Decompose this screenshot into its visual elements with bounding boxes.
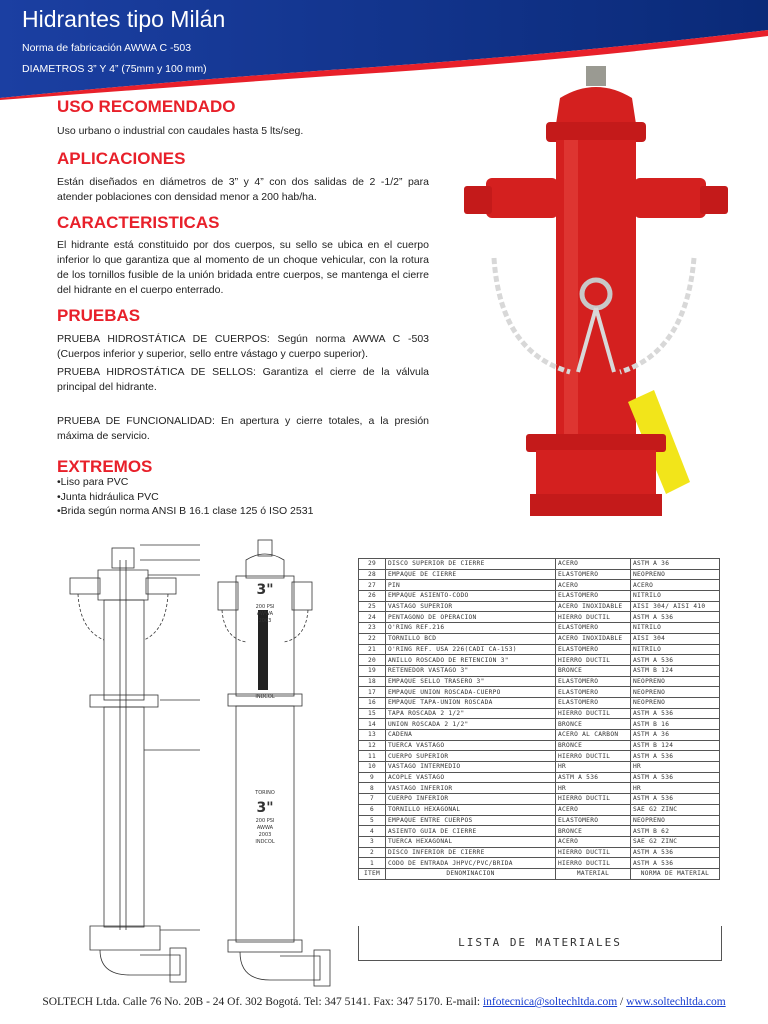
denominacion-cell: ASIENTO GUIA DE CIERRE: [386, 826, 556, 837]
material-cell: HIERRO DUCTIL: [556, 794, 631, 805]
material-cell: ELASTOMERO: [556, 676, 631, 687]
materials-table: [358, 558, 720, 880]
footer-contact: SOLTECH Ltda. Calle 76 No. 20B - 24 Of. 302 Bogotá. Tel: 347 5141. Fax: 347 5170. E-mail:: [42, 996, 483, 1008]
column-header: NORMA DE MATERIAL: [631, 868, 720, 879]
denominacion-cell: PIN: [386, 580, 556, 591]
norma-cell: SAE G2 ZINC: [631, 836, 720, 847]
table-row: [359, 644, 720, 655]
denominacion-cell: CUERPO INFERIOR: [386, 794, 556, 805]
norma-cell: ASTM A 536: [631, 655, 720, 666]
norma-cell: ASTM A 536: [631, 751, 720, 762]
item-cell: 27: [359, 580, 386, 591]
table-row: [359, 804, 720, 815]
denominacion-cell: EMPAQUE UNION ROSCADA-CUERPO: [386, 687, 556, 698]
norma-cell: SAE G2 ZINC: [631, 804, 720, 815]
table-header-row: [359, 868, 720, 879]
table-row: [359, 772, 720, 783]
material-cell: ACERO AL CARBON: [556, 730, 631, 741]
norma-cell: ASTM A 536: [631, 794, 720, 805]
right-outlet: [634, 178, 706, 218]
section-title-uso: USO RECOMENDADO: [57, 97, 236, 116]
norma-cell: ASTM A 536: [631, 612, 720, 623]
item-cell: 5: [359, 815, 386, 826]
denominacion-cell: RETENEDOR VASTAGO 3": [386, 665, 556, 676]
material-cell: BRONCE: [556, 665, 631, 676]
pruebas-funcionalidad: PRUEBA DE FUNCIONALIDAD: En apertura y cierre totales, a la presión máxima de servicio.: [57, 415, 429, 442]
table-row: [359, 601, 720, 612]
denominacion-cell: CODO DE ENTRADA JHPVC/PVC/BRIDA: [386, 858, 556, 869]
table-row: [359, 783, 720, 794]
item-cell: 6: [359, 804, 386, 815]
item-cell: 17: [359, 687, 386, 698]
norma-cell: ASTM A 536: [631, 858, 720, 869]
norma-cell: AISI 304/ AISI 410: [631, 601, 720, 612]
table-row: [359, 623, 720, 634]
list-item: •Liso para PVC: [57, 476, 129, 488]
svg-text:200 PSI: 200 PSI: [255, 818, 275, 824]
table-row: [359, 708, 720, 719]
item-cell: 20: [359, 655, 386, 666]
norma-cell: ASTM A 536: [631, 847, 720, 858]
page-footer: SOLTECH Ltda. Calle 76 No. 20B - 24 Of. 302 Bogotá. Tel: 347 5141. Fax: 347 5170. E-mail: infotecnica@soltechltda.com / www.soltechltda.com: [42, 996, 726, 1008]
pruebas-hidrostatica-cuerpos: PRUEBA HIDROSTÁTICA DE CUERPOS: Según norma AWWA C -503 (Cuerpos inferior y superior, sello entre vástago y cuerpo superior).: [57, 333, 429, 360]
material-cell: ELASTOMERO: [556, 591, 631, 602]
material-cell: ELASTOMERO: [556, 644, 631, 655]
column-header: ITEM: [359, 868, 386, 879]
denominacion-cell: EMPAQUE ASIENTO-CODO: [386, 591, 556, 602]
material-cell: HR: [556, 762, 631, 773]
material-cell: ELASTOMERO: [556, 623, 631, 634]
denominacion-cell: EMPAQUE DE CIERRE: [386, 569, 556, 580]
table-row: [359, 858, 720, 869]
page-title: Hidrantes tipo Milán: [22, 6, 226, 32]
table-row: [359, 665, 720, 676]
norma-cell: NITRILO: [631, 644, 720, 655]
section-text-uso: Uso urbano o industrial con caudales hasta 5 lts/seg.: [57, 125, 304, 137]
material-cell: HIERRO DUCTIL: [556, 751, 631, 762]
denominacion-cell: DISCO INFERIOR DE CIERRE: [386, 847, 556, 858]
denominacion-cell: VASTAGO INTERMEDIO: [386, 762, 556, 773]
table-row: [359, 612, 720, 623]
section-text-caracteristicas: El hidrante está constituido por dos cuerpos, su sello se ubica en el cuerpo inferior lo que garantiza que al momento de un choque vehicular, con la rotura de los tornillos fusible de la unión bridada entre cuerpos, se mantenga el cierre del hidrante en el cuerpo enterrado.: [57, 239, 429, 296]
footer-web-link[interactable]: www.soltechltda.com: [626, 996, 726, 1008]
table-row: [359, 794, 720, 805]
material-cell: ACERO INOXIDABLE: [556, 633, 631, 644]
item-cell: 21: [359, 644, 386, 655]
norma-cell: ASTM B 124: [631, 740, 720, 751]
material-cell: ACERO INOXIDABLE: [556, 601, 631, 612]
column-header: DENOMINACION: [386, 868, 556, 879]
denominacion-cell: CUERPO SUPERIOR: [386, 751, 556, 762]
denominacion-cell: ACOPLE VASTAGO: [386, 772, 556, 783]
svg-text:INDCOL: INDCOL: [255, 839, 275, 845]
table-row: [359, 633, 720, 644]
norma-cell: ASTM B 16: [631, 719, 720, 730]
item-cell: 10: [359, 762, 386, 773]
list-item: •Brida según norma ANSI B 16.1 clase 125 ó ISO 2531: [57, 505, 314, 517]
materials-title: LISTA DE MATERIALES: [358, 926, 722, 961]
table-row: [359, 730, 720, 741]
right-cap: [700, 186, 728, 214]
material-cell: HIERRO DUCTIL: [556, 708, 631, 719]
table-row: [359, 676, 720, 687]
norma-cell: HR: [631, 783, 720, 794]
denominacion-cell: CADENA: [386, 730, 556, 741]
denominacion-cell: ANILLO ROSCADO DE RETENCION 3": [386, 655, 556, 666]
norma-cell: NITRILO: [631, 591, 720, 602]
material-cell: ACERO: [556, 804, 631, 815]
material-cell: BRONCE: [556, 719, 631, 730]
table-row: [359, 655, 720, 666]
column-header: MATERIAL: [556, 868, 631, 879]
item-cell: 11: [359, 751, 386, 762]
norma-cell: AISI 304: [631, 633, 720, 644]
extremos-list: [57, 475, 313, 519]
section-title-extremos: EXTREMOS: [57, 457, 153, 476]
denominacion-cell: TUERCA HEXAGONAL: [386, 836, 556, 847]
table-row: [359, 580, 720, 591]
denominacion-cell: PENTAGONO DE OPERACION: [386, 612, 556, 623]
item-cell: 18: [359, 676, 386, 687]
section-title-pruebas: PRUEBAS: [57, 306, 141, 325]
norma-cell: NEOPRENO: [631, 687, 720, 698]
footer-email-link[interactable]: infotecnica@soltechltda.com: [482, 996, 618, 1008]
svg-text:200 PSI: 200 PSI: [255, 604, 275, 610]
table-row: [359, 697, 720, 708]
item-cell: 24: [359, 612, 386, 623]
denominacion-cell: EMPAQUE TAPA-UNION ROSCADA: [386, 697, 556, 708]
norma-cell: NEOPRENO: [631, 676, 720, 687]
material-cell: BRONCE: [556, 826, 631, 837]
material-cell: ELASTOMERO: [556, 687, 631, 698]
svg-text:TORINO: TORINO: [255, 790, 275, 796]
denominacion-cell: O'RING REF.216: [386, 623, 556, 634]
norma-cell: NITRILO: [631, 623, 720, 634]
denominacion-cell: TAPA ROSCADA 2 1/2": [386, 708, 556, 719]
svg-text:AWWA: AWWA: [256, 611, 274, 617]
hydrant-photo: [460, 62, 730, 530]
item-cell: 23: [359, 623, 386, 634]
hydrant-collar: [546, 122, 646, 142]
norma-cell: ASTM A 536: [631, 772, 720, 783]
list-item: •Junta hidráulica PVC: [57, 490, 159, 503]
denominacion-cell: DISCO SUPERIOR DE CIERRE: [386, 559, 556, 570]
norma-cell: ASTM B 124: [631, 665, 720, 676]
item-cell: 4: [359, 826, 386, 837]
table-row: [359, 719, 720, 730]
item-cell: 22: [359, 633, 386, 644]
table-row: [359, 591, 720, 602]
norma-cell: NEOPRENO: [631, 815, 720, 826]
denominacion-cell: TORNILLO HEXAGONAL: [386, 804, 556, 815]
item-cell: 12: [359, 740, 386, 751]
norma-cell: ASTM B 62: [631, 826, 720, 837]
norma-cell: ASTM A 36: [631, 559, 720, 570]
norma-cell: HR: [631, 762, 720, 773]
table-row: [359, 762, 720, 773]
table-row: [359, 847, 720, 858]
denominacion-cell: TUERCA VASTAGO: [386, 740, 556, 751]
denominacion-cell: TORNILLO BCD: [386, 633, 556, 644]
left-cap: [464, 186, 492, 214]
material-cell: ACERO: [556, 559, 631, 570]
material-cell: ACERO: [556, 580, 631, 591]
material-cell: BRONCE: [556, 740, 631, 751]
norma-cell: NEOPRENO: [631, 697, 720, 708]
material-cell: HIERRO DUCTIL: [556, 847, 631, 858]
operating-nut: [586, 66, 606, 86]
base-flange: [530, 494, 662, 516]
item-cell: 28: [359, 569, 386, 580]
item-cell: 13: [359, 730, 386, 741]
standard-subtitle: Norma de fabricación AWWA C -503: [22, 42, 192, 54]
table-row: [359, 687, 720, 698]
denominacion-cell: EMPAQUE SELLO TRASERO 3": [386, 676, 556, 687]
diameters-subtitle: DIAMETROS 3” Y 4” (75mm y 100 mm): [22, 63, 207, 75]
item-cell: 7: [359, 794, 386, 805]
norma-cell: ASTM A 36: [631, 730, 720, 741]
item-cell: 16: [359, 697, 386, 708]
pruebas-hidrostatica-sellos: PRUEBA HIDROSTÁTICA DE SELLOS: Garantiza el cierre de la válvula principal del hidrante.: [57, 366, 429, 393]
material-cell: ASTM A 536: [556, 772, 631, 783]
norma-cell: NEOPRENO: [631, 569, 720, 580]
svg-text:INDCOL: INDCOL: [255, 694, 275, 700]
table-row: [359, 836, 720, 847]
denominacion-cell: VASTAGO SUPERIOR: [386, 601, 556, 612]
item-cell: 26: [359, 591, 386, 602]
table-row: [359, 569, 720, 580]
table-row: [359, 751, 720, 762]
item-cell: 1: [359, 858, 386, 869]
denominacion-cell: VASTAGO INFERIOR: [386, 783, 556, 794]
material-cell: ELASTOMERO: [556, 569, 631, 580]
svg-text:2003: 2003: [258, 832, 272, 838]
left-outlet: [486, 178, 558, 218]
material-cell: HIERRO DUCTIL: [556, 858, 631, 869]
denominacion-cell: UNION ROSCADA 2 1/2": [386, 719, 556, 730]
material-cell: HR: [556, 783, 631, 794]
item-cell: 3: [359, 836, 386, 847]
norma-cell: ACERO: [631, 580, 720, 591]
material-cell: ACERO: [556, 836, 631, 847]
hydrant-technical-drawing: [60, 530, 340, 1000]
denominacion-cell: EMPAQUE ENTRE CUERPOS: [386, 815, 556, 826]
material-cell: HIERRO DUCTIL: [556, 612, 631, 623]
norma-cell: ASTM A 536: [631, 708, 720, 719]
section-title-aplicaciones: APLICACIONES: [57, 149, 186, 168]
table-row: [359, 815, 720, 826]
table-row: [359, 559, 720, 570]
drawing-size-top: 3": [256, 582, 274, 598]
section-title-caracteristicas: CARACTERISTICAS: [57, 213, 220, 232]
bottom-flange: [526, 434, 666, 452]
denominacion-cell: O'RING REF. USA 226(CADI CA-153): [386, 644, 556, 655]
item-cell: 15: [359, 708, 386, 719]
material-cell: ELASTOMERO: [556, 697, 631, 708]
section-text-aplicaciones: Están diseñados en diámetros de 3” y 4” con dos salidas de 2 -1/2” para atender poblaciones con densidad menor a 200 hab/ha.: [57, 176, 429, 203]
material-cell: HIERRO DUCTIL: [556, 655, 631, 666]
svg-text:AWWA: AWWA: [256, 825, 274, 831]
material-cell: ELASTOMERO: [556, 815, 631, 826]
table-row: [359, 826, 720, 837]
svg-text:2003: 2003: [258, 618, 272, 624]
item-cell: 8: [359, 783, 386, 794]
item-cell: 9: [359, 772, 386, 783]
hydrant-bonnet: [556, 87, 636, 124]
item-cell: 2: [359, 847, 386, 858]
item-cell: 25: [359, 601, 386, 612]
item-cell: 14: [359, 719, 386, 730]
item-cell: 19: [359, 665, 386, 676]
table-row: [359, 740, 720, 751]
drawing-size-mid: 3": [256, 800, 274, 816]
item-cell: 29: [359, 559, 386, 570]
